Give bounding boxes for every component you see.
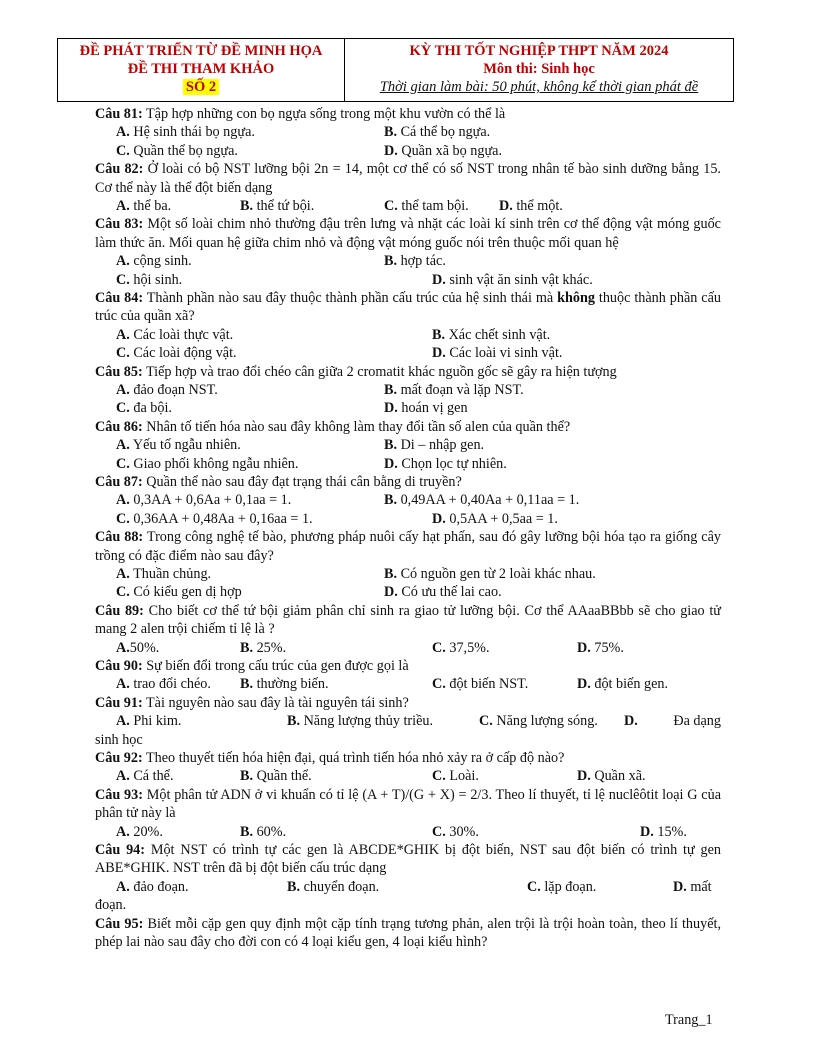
bold-label: D.	[673, 878, 687, 895]
bold-label: A.	[116, 768, 130, 785]
option-a	[116, 878, 189, 896]
text-segment: Quần thể.	[253, 768, 312, 785]
text-segment: mất	[686, 878, 712, 895]
bold-label: B.	[384, 437, 398, 454]
bold-label: D.	[432, 510, 446, 527]
exam-header	[57, 38, 734, 102]
text-segment: Trong công nghệ tế bào, phương pháp nuôi cấy hạt phấn, sau đó gây lưỡng bội hóa tạo ra giống cây trồng có đặc điểm nào sau đây?	[95, 529, 721, 564]
text-segment: 50%.	[129, 639, 160, 656]
option-d	[384, 399, 468, 417]
bold-label: B.	[287, 878, 301, 895]
option-b	[240, 639, 286, 657]
text-segment: Các loài động vật.	[129, 345, 237, 362]
option-b	[287, 712, 433, 730]
options-row	[95, 399, 721, 417]
bold-label: A.	[116, 253, 130, 270]
option-a	[116, 712, 181, 730]
option-b	[240, 767, 312, 785]
option-c	[384, 197, 469, 215]
bold-label: C.	[432, 823, 446, 840]
option-a	[116, 436, 241, 454]
bold-label: A.	[116, 381, 130, 398]
bold-label: A.	[116, 437, 130, 454]
bold-label: Câu 87:	[95, 473, 143, 490]
text-segment: thuộc thành phần cấu trúc của quần xã?	[95, 289, 721, 325]
option-c	[116, 142, 238, 160]
text-segment: Quần xã bọ ngựa.	[397, 142, 503, 159]
bold-label: C.	[479, 713, 493, 730]
option-a	[116, 252, 192, 270]
text-segment: Quần thể bọ ngựa.	[129, 142, 238, 159]
text-segment: Thời gian làm bài: 50 phút, không kể thời gian phát đề	[379, 79, 699, 95]
header-left	[58, 39, 345, 101]
bold-label: C.	[432, 768, 446, 785]
options-row	[95, 565, 721, 583]
option-b	[240, 823, 286, 841]
bold-label: C.	[432, 639, 446, 656]
text-segment: lặp đoạn.	[540, 878, 597, 895]
question-86	[95, 418, 721, 436]
text-segment: hoán vị gen	[397, 400, 468, 417]
options-row	[95, 639, 721, 657]
options-row	[95, 767, 721, 785]
question-93	[95, 786, 721, 823]
text-segment: 0,3AA + 0,6Aa + 0,1aa = 1.	[129, 492, 292, 509]
bold-label: C.	[384, 198, 398, 214]
bold-label: B.	[432, 326, 446, 343]
text-segment: Cá thể.	[129, 768, 174, 785]
bold-label: Câu 81:	[95, 106, 143, 122]
text-segment: Cá thể bọ ngựa.	[397, 124, 491, 141]
text-segment: Nhân tố tiến hóa nào sau đây không làm thay đổi tần số alen của quần thể?	[142, 418, 571, 435]
text-segment: 30%.	[445, 823, 479, 840]
option-a	[116, 381, 218, 399]
option-b	[240, 675, 329, 693]
option-d	[432, 271, 593, 289]
text-segment: 0,5AA + 0,5aa = 1.	[445, 510, 558, 527]
option-b	[384, 491, 579, 509]
option-a	[116, 675, 211, 693]
bold-label: D.	[577, 768, 591, 785]
bold-label: D.	[384, 584, 398, 601]
text-segment: Chọn lọc tự nhiên.	[397, 455, 507, 472]
bold-label: B.	[240, 639, 254, 656]
page-number: Trang_1	[665, 1012, 713, 1028]
bold-label: Câu 85:	[95, 363, 143, 380]
bold-label: C.	[116, 510, 130, 527]
text-segment: 25%.	[253, 639, 287, 656]
option-b	[384, 252, 446, 270]
option-c	[116, 344, 237, 362]
option-d	[577, 675, 668, 693]
option-a	[116, 639, 159, 657]
options-row	[95, 583, 721, 601]
question-94	[95, 841, 721, 878]
text-segment: đảo đoạn NST.	[129, 381, 218, 398]
question-90	[95, 657, 721, 675]
option-d	[499, 197, 563, 215]
question-82	[95, 160, 721, 197]
bold-label: C.	[116, 584, 130, 601]
bold-label: B.	[384, 253, 398, 270]
option-d	[384, 455, 507, 473]
text-segment: 0,36AA + 0,48Aa + 0,16aa = 1.	[129, 510, 313, 527]
bold-label: Câu 89:	[95, 602, 144, 619]
options-row	[95, 436, 721, 454]
options-row	[95, 823, 721, 841]
text-segment: Loài.	[445, 768, 479, 785]
options-row	[95, 675, 721, 693]
bold-label: D.	[432, 271, 446, 288]
text-segment: Tập hợp những con bọ ngựa sống trong một khu vườn có thể là	[142, 106, 506, 122]
text-segment: Có nguồn gen từ 2 loài khác nhau.	[397, 565, 596, 582]
text-segment: 0,49AA + 0,40Aa + 0,11aa = 1.	[397, 492, 580, 509]
option-b	[432, 326, 550, 344]
header-right	[345, 39, 733, 101]
option-b	[384, 123, 490, 141]
text-segment: Quần thể nào sau đây đạt trạng thái cân bằng di truyền?	[142, 473, 462, 490]
option-c	[116, 583, 242, 601]
bold-label: C.	[116, 142, 130, 159]
option-d	[640, 823, 687, 841]
text-segment: Xác chết sinh vật.	[445, 326, 551, 343]
text-segment: Sự biến đổi trong cấu trúc của gen được gọi là	[142, 657, 409, 674]
question-85	[95, 363, 721, 381]
question-91	[95, 694, 721, 712]
text-segment: đa bội.	[129, 400, 172, 417]
bold-label: B.	[384, 124, 398, 141]
options-row	[95, 712, 721, 730]
bold-label: A.	[116, 565, 130, 582]
text-segment: thường biến.	[253, 676, 329, 693]
option-d	[432, 510, 558, 528]
option-a	[116, 123, 255, 141]
bold-label: C.	[527, 878, 541, 895]
bold-label: A.	[116, 823, 130, 840]
bold-label: D.	[499, 198, 513, 214]
bold-label: C.	[116, 400, 130, 417]
text-segment: cộng sinh.	[129, 253, 192, 270]
text-segment: Hệ sinh thái bọ ngựa.	[129, 124, 255, 141]
bold-label: D.	[384, 142, 398, 159]
text-segment: đảo đoạn.	[129, 878, 189, 895]
text-segment: mất đoạn và lặp NST.	[397, 381, 524, 398]
question-91-continuation: sinh học	[95, 731, 143, 748]
text-segment: thể tứ bội.	[253, 198, 315, 214]
text-segment: Tài nguyên nào sau đây là tài nguyên tái sinh?	[142, 694, 409, 711]
text-segment: Một NST có trình tự các gen là ABCDE*GHIK bị đột biến, NST sau đột biến có trình tự gen ABE*GHIK. NST trên đã bị đột biến cấu trúc dạng	[95, 841, 721, 877]
text-segment: Theo thuyết tiến hóa hiện đại, quá trình tiến hóa nhỏ xảy ra ở cấp độ nào?	[142, 749, 565, 766]
option-b	[287, 878, 379, 896]
option-d	[624, 712, 721, 730]
header-exam-number: SỐ 2	[183, 79, 219, 95]
option-c	[432, 767, 479, 785]
bold-label: C.	[116, 455, 130, 472]
question-92	[95, 749, 721, 767]
option-c	[527, 878, 596, 896]
options-row	[95, 326, 721, 344]
header-duration	[380, 78, 698, 96]
text-segment: 75%.	[590, 639, 624, 656]
bold-label: Câu 83:	[95, 216, 144, 233]
question-87	[95, 473, 721, 491]
option-c	[432, 639, 490, 657]
bold-label: A.	[116, 639, 130, 656]
text-segment: Di – nhập gen.	[397, 437, 485, 454]
bold-label: B.	[384, 492, 398, 509]
question-84	[95, 289, 721, 326]
bold-label: Câu 90:	[95, 657, 143, 674]
text-segment: Cho biết cơ thể tứ bội giảm phân chỉ sinh ra giao tử lưỡng bội. Cơ thể AAaaBBbb sẽ cho giao tử mang 2 alen trội chiếm tỉ lệ là ?	[95, 602, 721, 638]
text-segment: Yếu tố ngẫu nhiên.	[129, 437, 241, 454]
bold-label: A.	[116, 326, 130, 343]
text-segment: Có kiểu gen dị hợp	[129, 584, 242, 601]
text-segment: đột biến NST.	[445, 676, 529, 693]
bold-label: B.	[240, 198, 254, 214]
text-segment: Một phân tử ADN ở vi khuẩn có tỉ lệ (A + T)/(G + X) = 2/3. Theo lí thuyết, tỉ lệ nuclêôtit loại G của phân tử này là	[95, 786, 721, 822]
bold-label: D.	[577, 676, 591, 693]
options-row	[95, 878, 721, 896]
text-segment: 15%.	[653, 823, 687, 840]
header-source-title: ĐỀ PHÁT TRIỂN TỪ ĐỀ MINH HỌA	[79, 43, 323, 59]
bold-label: A.	[116, 198, 130, 214]
option-d	[577, 639, 624, 657]
text-segment: Năng lượng sóng.	[492, 713, 598, 730]
option-a	[116, 565, 211, 583]
text-segment: thể tam bội.	[397, 198, 469, 214]
bold-label: Câu 91:	[95, 694, 143, 711]
option-d	[384, 583, 502, 601]
option-b	[384, 436, 484, 454]
bold-label: A.	[116, 676, 130, 693]
bold-label: B.	[240, 768, 254, 785]
option-b	[384, 565, 596, 583]
bold-label: B.	[240, 823, 254, 840]
bold-label: Câu 86:	[95, 418, 143, 435]
bold-label: D.	[384, 400, 398, 417]
bold-label: D.	[384, 455, 398, 472]
header-exam-name: KỲ THI TỐT NGHIỆP THPT NĂM 2024	[409, 43, 669, 59]
bold-label: B.	[384, 565, 398, 582]
option-a	[116, 823, 163, 841]
text-segment: Đa dạng	[673, 713, 721, 730]
bold-label: D.	[432, 345, 446, 362]
bold-label: C.	[116, 271, 130, 288]
bold-label: Câu 92:	[95, 749, 143, 766]
bold-label: Câu 95:	[95, 915, 144, 932]
text-segment: thể một.	[512, 198, 563, 214]
header-exam-type: ĐỀ THI THAM KHẢO	[127, 61, 275, 77]
option-c	[116, 399, 172, 417]
text-segment: hội sinh.	[129, 271, 183, 288]
text-segment: Các loài vi sinh vật.	[445, 345, 563, 362]
option-d	[673, 878, 712, 896]
options-row	[95, 455, 721, 473]
bold-label: C.	[116, 345, 130, 362]
text-segment: Giao phối không ngẫu nhiên.	[129, 455, 299, 472]
option-a	[116, 491, 291, 509]
text-segment: Các loài thực vật.	[129, 326, 234, 343]
text-segment: đột biến gen.	[590, 676, 669, 693]
text-segment: 60%.	[253, 823, 287, 840]
bold-label: A.	[116, 124, 130, 141]
header-subject: Môn thi: Sinh học	[483, 61, 595, 77]
bold-label: B.	[287, 713, 301, 730]
bold-label: C.	[432, 676, 446, 693]
bold-label: không	[557, 289, 595, 306]
question-89	[95, 602, 721, 639]
bold-label: Câu 88:	[95, 529, 144, 546]
text-segment: 20%.	[129, 823, 163, 840]
text-segment: Biết mỗi cặp gen quy định một cặp tính trạng tương phản, alen trội là trội hoàn toàn, theo lí thuyết, phép lai nào sau đây cho đời con có 4 loại kiểu gen, 4 loại kiểu hình?	[95, 915, 721, 950]
option-c	[432, 823, 479, 841]
option-d	[432, 344, 562, 362]
question-83	[95, 215, 721, 252]
bold-label: B.	[384, 381, 398, 398]
question-81	[95, 105, 721, 123]
options-row	[95, 271, 721, 289]
option-c	[116, 271, 182, 289]
option-c	[479, 712, 598, 730]
text-segment: Tiếp hợp và trao đổi chéo cân giữa 2 cromatit khác nguồn gốc sẽ gây ra hiện tượng	[142, 363, 617, 380]
options-row	[95, 123, 721, 141]
text-segment: Có ưu thế lai cao.	[397, 584, 502, 601]
text-segment: Thuần chủng.	[129, 565, 212, 582]
bold-label: B.	[240, 676, 254, 693]
question-95	[95, 915, 721, 952]
bold-label: A.	[116, 878, 130, 895]
options-row	[95, 197, 721, 215]
text-segment: Một số loài chim nhỏ thường đậu trên lưng và nhặt các loài kí sinh trên cơ thể động vật móng guốc làm thức ăn. Mối quan hệ giữa chim nhỏ và động vật móng guốc nói trên thuộc mối quan hệ	[95, 216, 721, 251]
question-88	[95, 528, 721, 565]
text-segment: chuyển đoạn.	[300, 878, 380, 895]
text-segment: Thành phần nào sau đây thuộc thành phần cấu trúc của hệ sinh thái mà	[143, 289, 558, 306]
bold-label: Câu 84:	[95, 289, 144, 306]
text-segment: thể ba.	[129, 198, 172, 214]
option-c	[116, 510, 313, 528]
text-segment: trao đổi chéo.	[129, 676, 211, 693]
bold-label: A.	[116, 492, 130, 509]
bold-label: D.	[577, 639, 591, 656]
text-segment: Năng lượng thủy triều.	[300, 713, 434, 730]
bold-label: Câu 94:	[95, 841, 145, 858]
text-segment: Phi kim.	[129, 713, 182, 730]
question-list	[95, 105, 721, 951]
text-segment: 37,5%.	[445, 639, 490, 656]
question-94-continuation: đoạn.	[95, 897, 127, 914]
bold-label: D.	[624, 713, 638, 730]
option-d	[384, 142, 502, 160]
options-row	[95, 510, 721, 528]
bold-label: Câu 82:	[95, 161, 144, 178]
options-row	[95, 491, 721, 509]
options-row	[95, 142, 721, 160]
text-segment: hợp tác.	[397, 253, 446, 270]
option-a	[116, 197, 171, 215]
bold-label: Câu 93:	[95, 786, 143, 803]
bold-label: D.	[640, 823, 654, 840]
option-a	[116, 326, 233, 344]
options-row	[95, 252, 721, 270]
text-segment: Quần xã.	[590, 768, 646, 785]
text-segment: Ở loài có bộ NST lưỡng bội 2n = 14, một cơ thể có số NST trong nhân tế bào sinh dưỡng bằng 15. Cơ thể này là thể đột biến dạng	[95, 161, 721, 196]
option-c	[432, 675, 528, 693]
option-a	[116, 767, 174, 785]
option-d	[577, 767, 646, 785]
text-segment: sinh vật ăn sinh vật khác.	[445, 271, 593, 288]
bold-label: A.	[116, 713, 130, 730]
option-c	[116, 455, 298, 473]
options-row	[95, 381, 721, 399]
options-row	[95, 344, 721, 362]
option-b	[240, 197, 314, 215]
option-b	[384, 381, 524, 399]
